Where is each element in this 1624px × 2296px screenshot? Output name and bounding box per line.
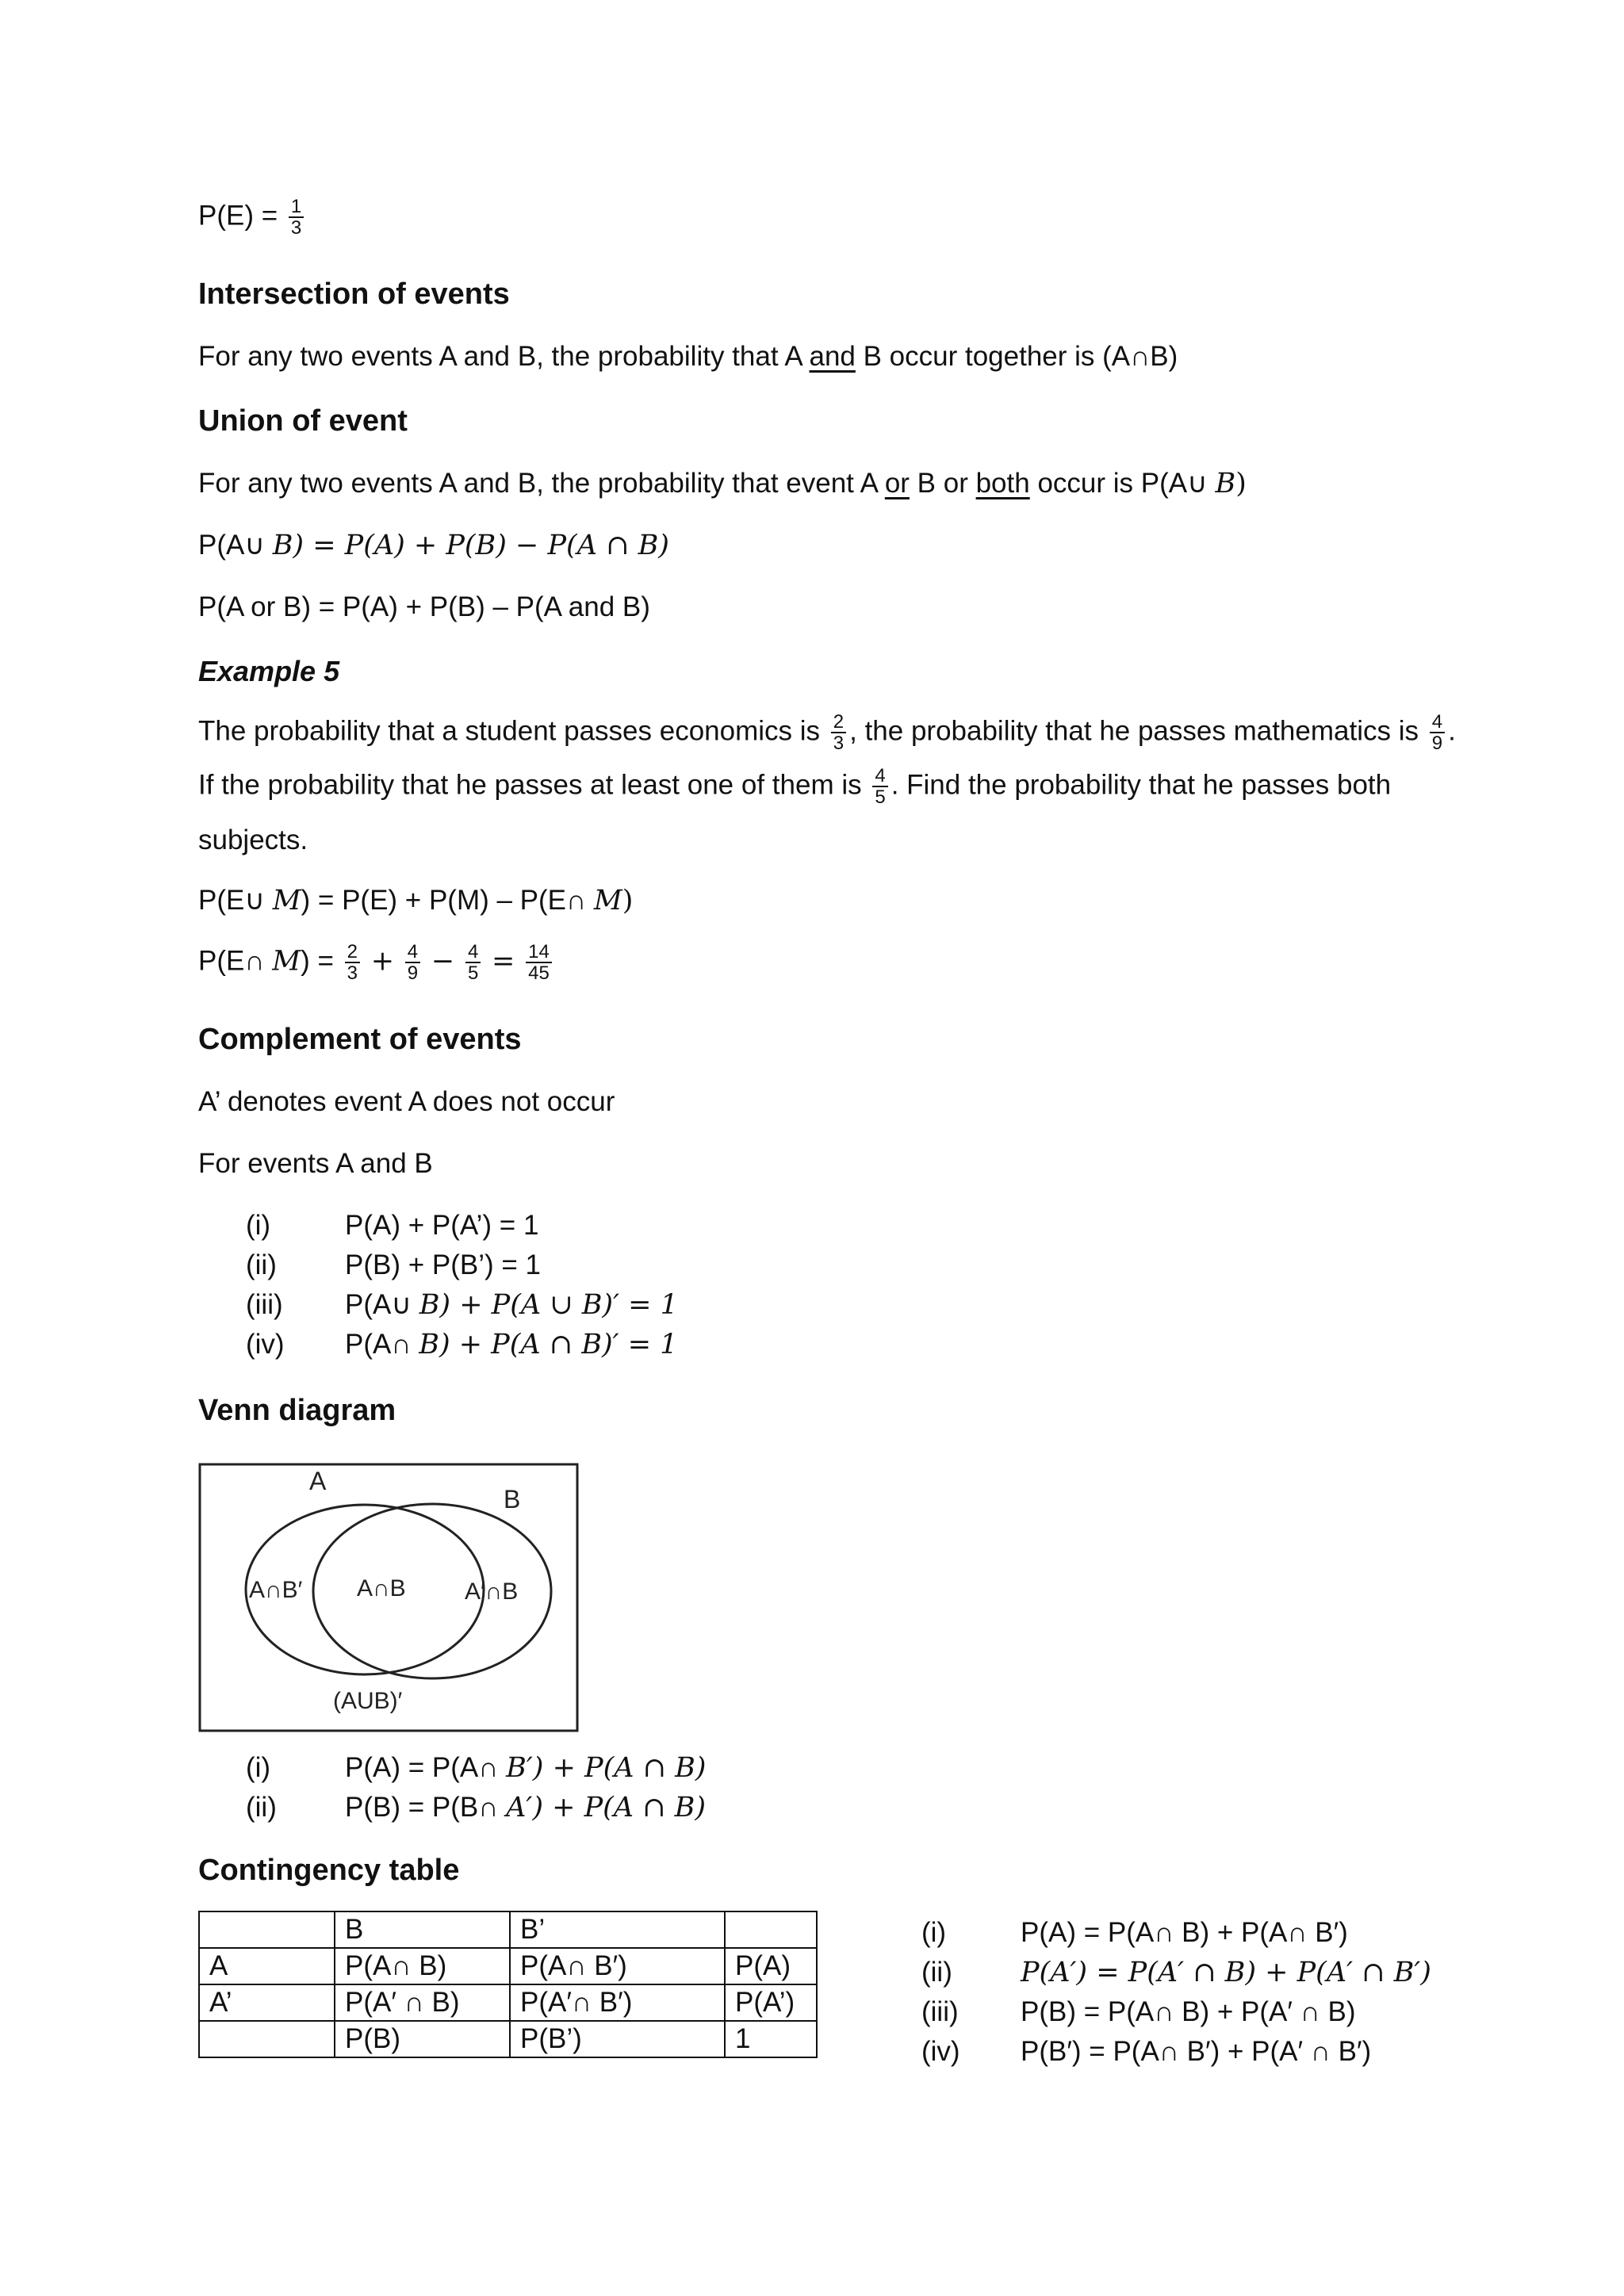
contingency-table: [198, 1911, 818, 2058]
example-line-1: The probability that a student passes economics is $\frac{2}{3}$ , the probability that he passes mathematics is $\frac{4}{9}$ .: [198, 711, 1456, 755]
list-item: (ii) P(B) = P(B∩ A′) + P(A ∩ B): [246, 1792, 707, 1823]
table-row: [199, 1984, 817, 2021]
table-cell: P(A′ ∩ B): [335, 1984, 510, 2021]
table-cell: [725, 1911, 817, 1948]
table-cell: [199, 2021, 335, 2057]
list-item: (ii) P(B) + P(B’) = 1: [246, 1249, 542, 1280]
table-cell: 1: [725, 2021, 817, 2057]
table-row: [199, 1948, 817, 1984]
list-item: (iii) P(A∪ B) + P(A ∪ B)′ = 1: [246, 1289, 678, 1321]
solution-line-2: P(E∩ M) = $\frac{2}{3}$ + $\frac{4}{9}$ − $\frac{4}{5}$ = $\frac{14}{45}$: [198, 942, 555, 983]
intersection-definition: For any two events A and B, the probability that A and B occur together is (A∩B): [198, 341, 1178, 372]
venn-region-b-only: A′∩B: [465, 1578, 519, 1605]
list-item: (i) P(A) + P(A’) = 1: [246, 1210, 539, 1241]
table-row: [199, 1911, 817, 1948]
list-item: (ii) P(A′) = P(A′ ∩ B) + P(A′ ∩ B′): [921, 1957, 1431, 1988]
list-item: (i) P(A) = P(A∩ B) + P(A∩ B′): [921, 1917, 1348, 1948]
table-cell: P(A∩ B′): [510, 1948, 725, 1984]
fraction: $\frac{1}{3}$: [289, 197, 304, 238]
list-item: (iv) P(A∩ B) + P(A ∩ B)′ = 1: [246, 1329, 678, 1360]
venn-region-a-only: A∩B′: [249, 1577, 303, 1603]
venn-label-b: B: [504, 1485, 521, 1513]
table-cell: A: [199, 1948, 335, 1984]
table-cell: A’: [199, 1984, 335, 2021]
venn-heading: Venn diagram: [198, 1394, 396, 1427]
contingency-heading: Contingency table: [198, 1854, 460, 1887]
union-definition: For any two events A and B, the probability that event A or B or both occur is P(A∪ B): [198, 468, 1247, 499]
table-cell: P(A’): [725, 1984, 817, 2021]
table-cell: [199, 1911, 335, 1948]
union-formula: P(A∪ B) = P(A) + P(B) − P(A ∩ B): [198, 530, 669, 561]
union-heading: Union of event: [198, 404, 408, 438]
venn-region-outside: (AUB)′: [333, 1688, 403, 1714]
fraction: $\frac{4}{9}$: [405, 942, 420, 983]
fraction: $\frac{4}{9}$: [1430, 712, 1445, 753]
table-cell: B’: [510, 1911, 725, 1948]
list-item: (iii) P(B) = P(A∩ B) + P(A′ ∩ B): [921, 1996, 1356, 2027]
solution-line-1: P(E∪ M) = P(E) + P(M) – P(E∩ M): [198, 885, 634, 916]
venn-diagram: [198, 1463, 579, 1732]
table-cell: P(A∩ B): [335, 1948, 510, 1984]
complement-definition: A’ denotes event A does not occur: [198, 1086, 615, 1117]
fraction: $\frac{14}{45}$: [526, 942, 552, 983]
fraction: $\frac{4}{5}$: [872, 766, 887, 807]
example-line-2: If the probability that he passes at least one of them is $\frac{4}{5}$ . Find the probability that he passes both: [198, 765, 1392, 809]
example-label: Example 5: [198, 655, 340, 687]
list-item: (iv) P(B′) = P(A∩ B′) + P(A′ ∩ B′): [921, 2036, 1372, 2067]
intersection-heading: Intersection of events: [198, 277, 510, 311]
table-row: [199, 2021, 817, 2057]
complement-heading: Complement of events: [198, 1023, 522, 1056]
venn-label-a: A: [309, 1467, 327, 1495]
list-item: (i) P(A) = P(A∩ B′) + P(A ∩ B): [246, 1752, 707, 1784]
table-cell: P(A′∩ B′): [510, 1984, 725, 2021]
complement-intro: For events A and B: [198, 1148, 433, 1179]
fraction: $\frac{2}{3}$: [831, 712, 846, 753]
pe-result: P(E) = $\frac{1}{3}$: [198, 197, 307, 238]
table-cell: P(B’): [510, 2021, 725, 2057]
fraction: $\frac{4}{5}$: [465, 942, 481, 983]
table-cell: P(B): [335, 2021, 510, 2057]
venn-region-both: A∩B: [357, 1575, 406, 1601]
table-cell: P(A): [725, 1948, 817, 1984]
fraction: $\frac{2}{3}$: [345, 942, 360, 983]
table-cell: B: [335, 1911, 510, 1948]
union-formula-words: P(A or B) = P(A) + P(B) – P(A and B): [198, 591, 650, 622]
example-line-3: subjects.: [198, 825, 308, 855]
